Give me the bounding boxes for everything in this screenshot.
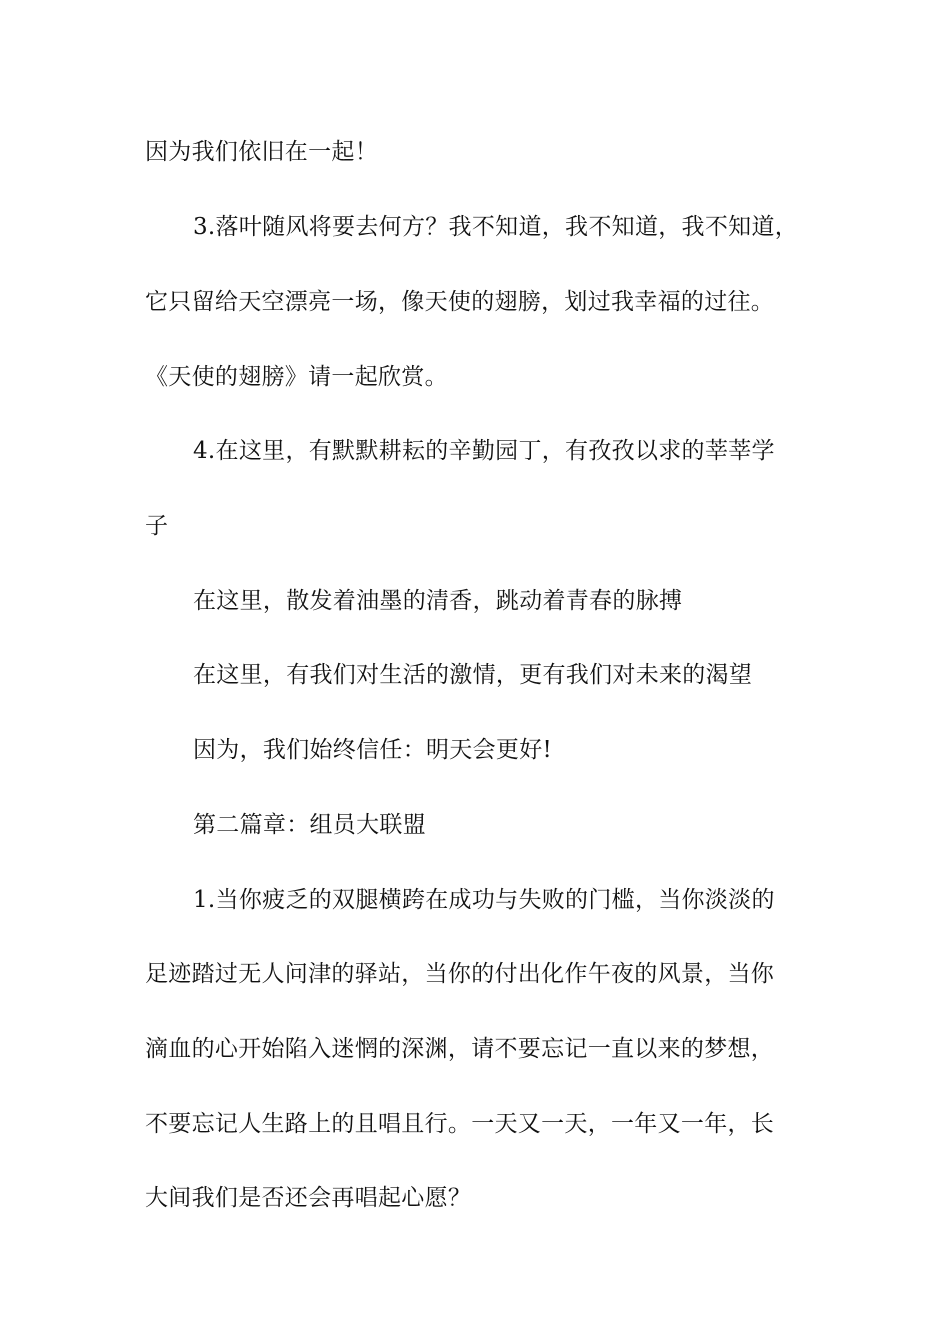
text-line-13: 滴血的心开始陷入迷惘的深渊，请不要忘记一直以来的梦想，: [145, 1036, 775, 1062]
text-line-12: 足迹踏过无人问津的驿站，当你的付出化作午夜的风景，当你: [145, 961, 775, 987]
text-line-11: 1.当你疲乏的双腿横跨在成功与失败的门槛，当你淡淡的: [193, 887, 775, 913]
section-heading: 第二篇章：组员大联盟: [193, 812, 426, 838]
text-line-3: 它只留给天空漂亮一场，像天使的翅膀，划过我幸福的过往。: [145, 289, 775, 315]
text-line-1: 因为我们依旧在一起！: [145, 139, 378, 165]
text-line-8: 在这里，有我们对生活的激情，更有我们对未来的渴望: [193, 662, 753, 688]
text-line-7: 在这里，散发着油墨的清香，跳动着青春的脉搏: [193, 588, 683, 614]
text-line-9: 因为，我们始终信任：明天会更好!: [193, 737, 553, 763]
text-line-6: 子: [145, 513, 169, 539]
text-line-14: 不要忘记人生路上的且唱且行。一天又一天，一年又一年，长: [145, 1111, 775, 1137]
text-line-15: 大间我们是否还会再唱起心愿？: [145, 1185, 472, 1211]
text-line-2: 3.落叶随风将要去何方？我不知道，我不知道，我不知道，: [193, 214, 799, 240]
text-line-4: 《天使的翅膀》请一起欣赏。: [145, 364, 448, 390]
text-line-5: 4.在这里，有默默耕耘的辛勤园丁，有孜孜以求的莘莘学: [193, 438, 775, 464]
